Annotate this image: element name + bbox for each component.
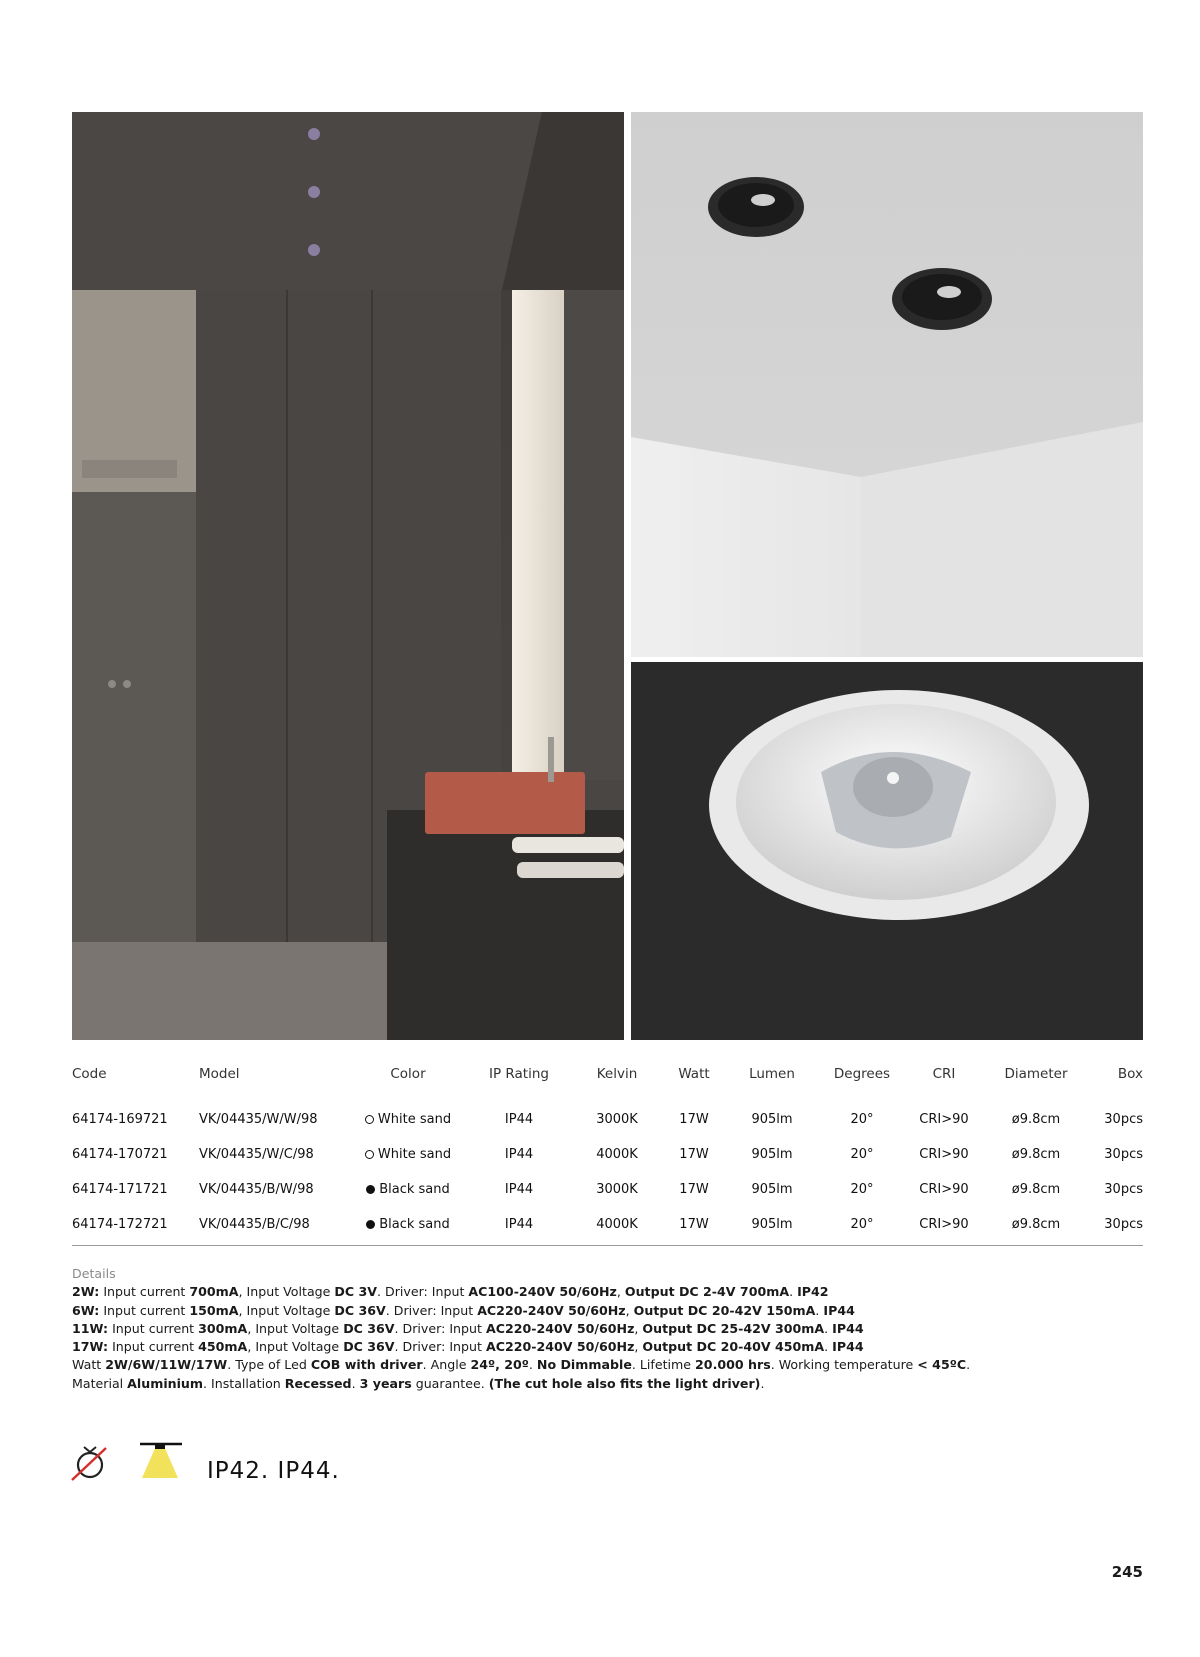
details-text: . Driver: Input bbox=[377, 1284, 469, 1300]
details-bold-text: < 45ºC bbox=[917, 1357, 967, 1373]
details-text: . Driver: Input bbox=[394, 1339, 486, 1355]
col-header-degrees: Degrees bbox=[833, 1066, 891, 1082]
cell-box: 30pcs bbox=[1104, 1182, 1143, 1197]
cell-code: 64174-171721 bbox=[72, 1182, 168, 1197]
cell-degrees: 20° bbox=[850, 1147, 874, 1162]
details-text: . bbox=[815, 1302, 824, 1318]
details-bold-text: Output DC 25-42V 300mA bbox=[642, 1320, 825, 1336]
black-circle-icon bbox=[366, 1185, 375, 1194]
details-text: . bbox=[351, 1375, 360, 1391]
cell-cri: CRI>90 bbox=[919, 1112, 969, 1127]
cell-color-label: White sand bbox=[377, 1112, 452, 1127]
cell-model: VK/04435/B/W/98 bbox=[199, 1182, 314, 1197]
details-bold-text: AC100-240V 50/60Hz bbox=[468, 1284, 617, 1300]
cell-ip: IP44 bbox=[504, 1182, 534, 1197]
cell-diameter: ø9.8cm bbox=[1011, 1112, 1061, 1127]
details-text: . bbox=[789, 1284, 798, 1300]
details-text: , bbox=[634, 1339, 643, 1355]
cell-code: 64174-169721 bbox=[72, 1112, 168, 1127]
details-bold-text: DC 36V bbox=[334, 1302, 386, 1318]
details-text: , Input Voltage bbox=[238, 1284, 335, 1300]
details-bold-text: Output DC 20-42V 150mA bbox=[633, 1302, 816, 1318]
cell-box: 30pcs bbox=[1104, 1217, 1143, 1232]
cell-kelvin: 3000K bbox=[596, 1182, 638, 1197]
cell-model: VK/04435/B/C/98 bbox=[199, 1217, 310, 1232]
table-row bbox=[72, 1102, 1143, 1137]
col-header-lumen: Lumen bbox=[749, 1066, 795, 1082]
details-bold-text: (The cut hole also fits the light driver) bbox=[488, 1375, 761, 1391]
details-bold-text: AC220-240V 50/60Hz bbox=[477, 1302, 626, 1318]
cell-ip: IP44 bbox=[504, 1217, 534, 1232]
recessed-downlight-icon bbox=[136, 1440, 184, 1482]
details-label: Details bbox=[72, 1266, 116, 1281]
details-bold-text: COB with driver bbox=[310, 1357, 423, 1373]
cell-box: 30pcs bbox=[1104, 1112, 1143, 1127]
details-bold-text: Aluminium bbox=[127, 1375, 204, 1391]
black-circle-icon bbox=[366, 1220, 375, 1229]
details-bold-text: 11W: bbox=[72, 1320, 109, 1336]
details-text: , bbox=[634, 1320, 643, 1336]
col-header-watt: Watt bbox=[678, 1066, 710, 1082]
details-text: Input current bbox=[108, 1339, 199, 1355]
cell-color bbox=[347, 1137, 469, 1172]
details-bold-text: IP44 bbox=[832, 1320, 864, 1336]
details-line bbox=[72, 1356, 1143, 1374]
details-text: Input current bbox=[108, 1320, 199, 1336]
details-line bbox=[72, 1302, 1143, 1320]
cell-watt: 17W bbox=[679, 1182, 709, 1197]
details-bold-text: 24º, 20º bbox=[470, 1357, 529, 1373]
white-circle-icon bbox=[365, 1115, 374, 1124]
details-text: . Lifetime bbox=[631, 1357, 696, 1373]
details-line bbox=[72, 1375, 1143, 1393]
details-text: . bbox=[966, 1357, 971, 1373]
white-circle-icon bbox=[365, 1150, 374, 1159]
table-row bbox=[72, 1172, 1143, 1207]
cell-cri: CRI>90 bbox=[919, 1147, 969, 1162]
cell-watt: 17W bbox=[679, 1217, 709, 1232]
details-bold-text: 3 years bbox=[359, 1375, 412, 1391]
col-header-diameter: Diameter bbox=[1004, 1066, 1068, 1082]
details-text: guarantee. bbox=[411, 1375, 489, 1391]
details-line bbox=[72, 1338, 1143, 1356]
cell-model: VK/04435/W/C/98 bbox=[199, 1147, 314, 1162]
col-header-ip-rating: IP Rating bbox=[489, 1066, 549, 1082]
cell-watt: 17W bbox=[679, 1112, 709, 1127]
details-text: , bbox=[616, 1284, 625, 1300]
cell-color-label: White sand bbox=[377, 1147, 452, 1162]
cell-color bbox=[347, 1102, 469, 1137]
details-bold-text: 450mA bbox=[198, 1339, 248, 1355]
cell-lumen: 905lm bbox=[751, 1112, 793, 1127]
cell-ip: IP44 bbox=[504, 1147, 534, 1162]
cell-color bbox=[347, 1207, 469, 1242]
details-text: . Working temperature bbox=[770, 1357, 918, 1373]
details-bold-text: IP42 bbox=[797, 1284, 829, 1300]
cell-lumen: 905lm bbox=[751, 1147, 793, 1162]
details-text: . Driver: Input bbox=[385, 1302, 478, 1318]
cell-diameter: ø9.8cm bbox=[1011, 1147, 1061, 1162]
cell-diameter: ø9.8cm bbox=[1011, 1182, 1061, 1197]
details-bold-text: DC 36V bbox=[343, 1339, 395, 1355]
details-text: . Installation bbox=[203, 1375, 285, 1391]
col-header-box: Box bbox=[1117, 1066, 1143, 1082]
cell-degrees: 20° bbox=[850, 1217, 874, 1232]
details-bold-text: IP44 bbox=[832, 1339, 864, 1355]
cell-model: VK/04435/W/W/98 bbox=[199, 1112, 318, 1127]
details-text: Input current bbox=[99, 1284, 190, 1300]
details-text: , Input Voltage bbox=[247, 1320, 344, 1336]
cell-cri: CRI>90 bbox=[919, 1182, 969, 1197]
no-dimmable-icon bbox=[70, 1440, 112, 1482]
col-header-code: Code bbox=[72, 1066, 107, 1082]
ip-rating-text: IP42. IP44. bbox=[207, 1458, 340, 1484]
details-text: , Input Voltage bbox=[238, 1302, 335, 1318]
details-text: . bbox=[528, 1357, 537, 1373]
cell-box: 30pcs bbox=[1104, 1147, 1143, 1162]
cell-degrees: 20° bbox=[850, 1112, 874, 1127]
details-text: . Type of Led bbox=[227, 1357, 311, 1373]
col-header-color: Color bbox=[390, 1066, 426, 1082]
details-text: , Input Voltage bbox=[247, 1339, 344, 1355]
cell-cri: CRI>90 bbox=[919, 1217, 969, 1232]
table-row bbox=[72, 1207, 1143, 1242]
table-divider bbox=[72, 1245, 1143, 1246]
details-text: . bbox=[824, 1339, 833, 1355]
details-line bbox=[72, 1283, 1143, 1301]
col-header-cri: CRI bbox=[932, 1066, 956, 1082]
details-text: . Angle bbox=[422, 1357, 471, 1373]
details-text: Material bbox=[72, 1375, 128, 1391]
details-bold-text: AC220-240V 50/60Hz bbox=[485, 1320, 635, 1336]
cell-lumen: 905lm bbox=[751, 1217, 793, 1232]
details-bold-text: AC220-240V 50/60Hz bbox=[485, 1339, 635, 1355]
col-header-kelvin: Kelvin bbox=[596, 1066, 638, 1082]
cell-degrees: 20° bbox=[850, 1182, 874, 1197]
details-text: Watt bbox=[72, 1357, 106, 1373]
table-row bbox=[72, 1137, 1143, 1172]
details-bold-text: DC 3V bbox=[334, 1284, 378, 1300]
cell-kelvin: 4000K bbox=[596, 1217, 638, 1232]
cell-color bbox=[347, 1172, 469, 1207]
cell-diameter: ø9.8cm bbox=[1011, 1217, 1061, 1232]
cell-lumen: 905lm bbox=[751, 1182, 793, 1197]
col-header-model: Model bbox=[199, 1066, 240, 1082]
cell-color-label: Black sand bbox=[379, 1217, 450, 1232]
details-text: Input current bbox=[99, 1302, 190, 1318]
details-bold-text: 700mA bbox=[189, 1284, 239, 1300]
details-bold-text: 20.000 hrs bbox=[695, 1357, 771, 1373]
details-bold-text: No Dimmable bbox=[536, 1357, 632, 1373]
cell-watt: 17W bbox=[679, 1147, 709, 1162]
cell-code: 64174-172721 bbox=[72, 1217, 168, 1232]
details-bold-text: IP44 bbox=[823, 1302, 855, 1318]
details-bold-text: 2W: bbox=[72, 1284, 100, 1300]
details-text: . bbox=[824, 1320, 833, 1336]
details-bold-text: 150mA bbox=[189, 1302, 239, 1318]
details-bold-text: 6W: bbox=[72, 1302, 100, 1318]
details-text: . bbox=[760, 1375, 765, 1391]
bathroom-photo bbox=[72, 112, 624, 1040]
cell-kelvin: 3000K bbox=[596, 1112, 638, 1127]
details-text: . Driver: Input bbox=[394, 1320, 486, 1336]
details-section bbox=[72, 1265, 1143, 1393]
specs-table bbox=[72, 1058, 1143, 1242]
details-bold-text: 17W: bbox=[72, 1339, 109, 1355]
cell-ip: IP44 bbox=[504, 1112, 534, 1127]
details-text: , bbox=[625, 1302, 634, 1318]
cell-color-label: Black sand bbox=[379, 1182, 450, 1197]
page-number: 245 bbox=[1111, 1563, 1143, 1581]
white-downlight-closeup-photo bbox=[631, 662, 1143, 1040]
details-bold-text: Output DC 20-40V 450mA bbox=[642, 1339, 825, 1355]
details-bold-text: DC 36V bbox=[343, 1320, 395, 1336]
cell-kelvin: 4000K bbox=[596, 1147, 638, 1162]
ceiling-downlights-photo bbox=[631, 112, 1143, 657]
details-line bbox=[72, 1320, 1143, 1338]
details-bold-text: Recessed bbox=[284, 1375, 352, 1391]
cell-code: 64174-170721 bbox=[72, 1147, 168, 1162]
details-bold-text: Output DC 2-4V 700mA bbox=[624, 1284, 790, 1300]
table-header-row bbox=[72, 1058, 1143, 1102]
details-bold-text: 300mA bbox=[198, 1320, 248, 1336]
details-bold-text: 2W/6W/11W/17W bbox=[105, 1357, 228, 1373]
